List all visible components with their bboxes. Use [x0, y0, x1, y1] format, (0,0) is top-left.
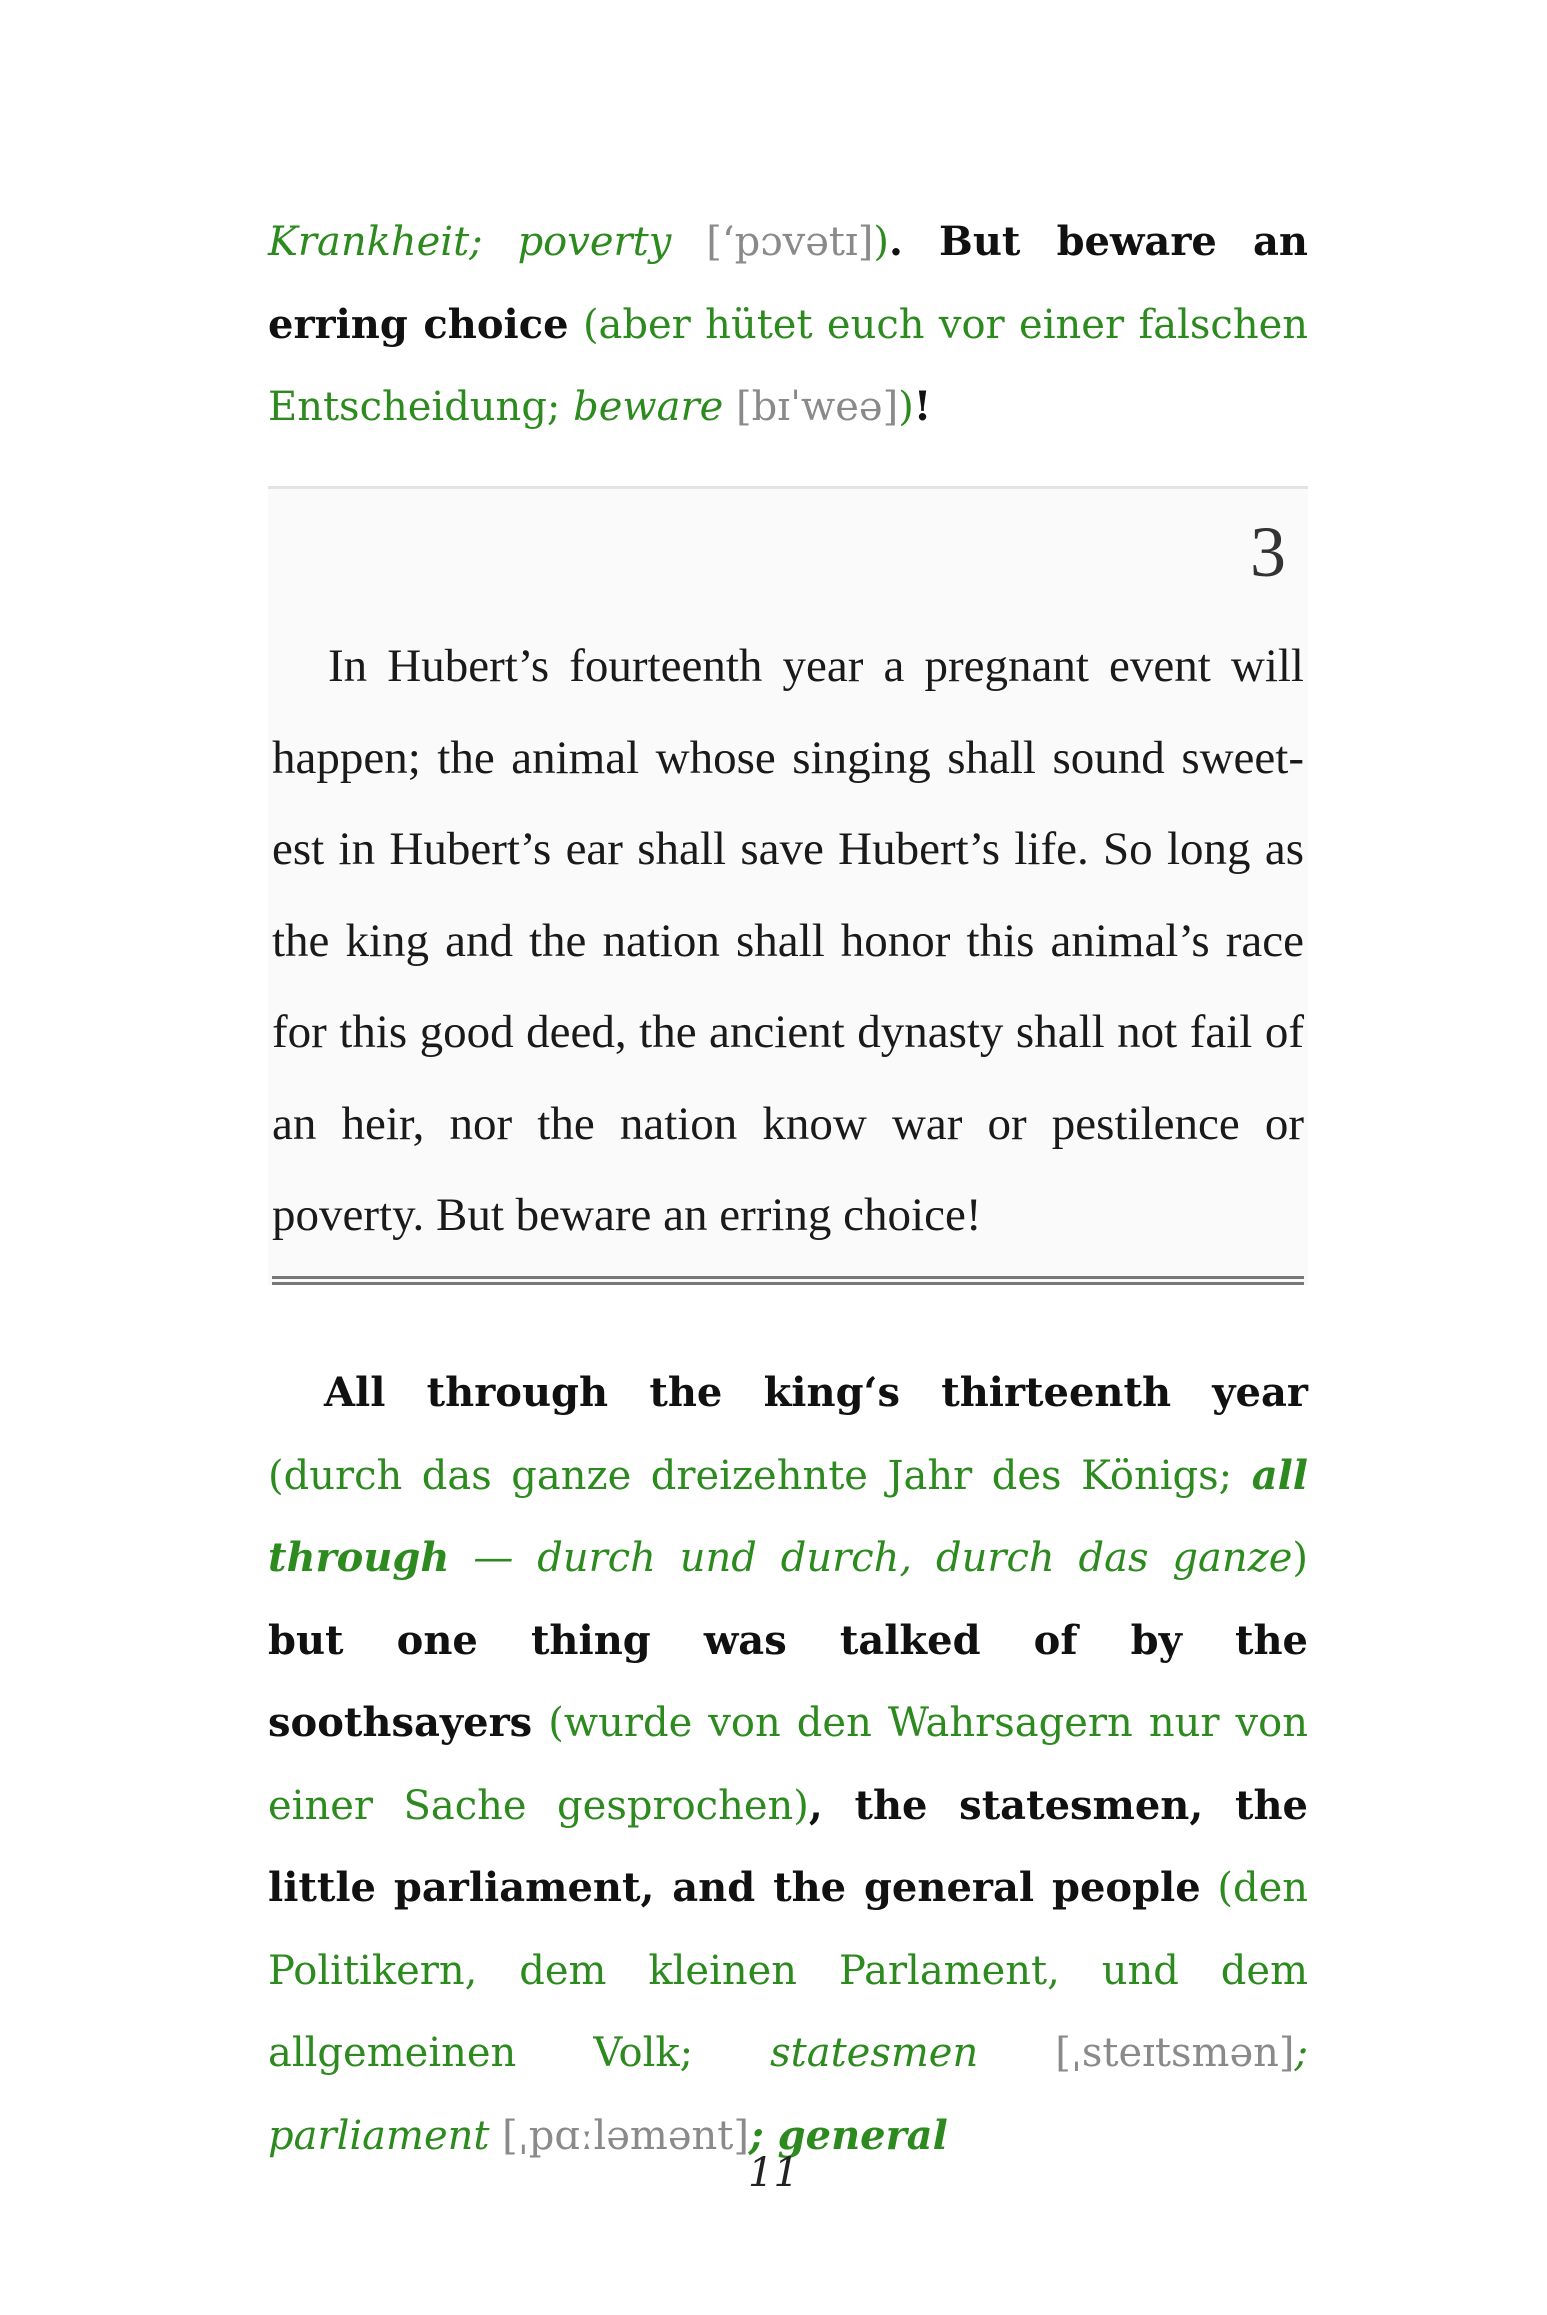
translation-text: ): [873, 219, 889, 265]
double-rule-divider: [272, 1276, 1304, 1285]
translation-text: beware: [573, 384, 724, 430]
original-text-box: [268, 486, 1308, 1285]
translation-text: ; parliament: [268, 2030, 1308, 2159]
top-paragraph: [268, 201, 1308, 449]
source-text: !: [913, 383, 932, 430]
page-number: 11: [748, 2150, 799, 2196]
translation-text: ): [898, 384, 914, 430]
original-text: In Hubert’s fourteenth year a pregnant event will happen; the animal whose singing shall sound sweetest in Hubert’s ear shall save Hubert’s life. So long as the king and the nation shall honor this animal’s race for this good deed, the ancient dynasty shall not fail of an heir, nor the nation know war or pestilence or poverty. But beware an erring choice!: [272, 640, 1304, 1241]
source-text: , the statesmen, the little parliament, and the general people: [268, 1781, 1309, 1911]
translation-text: (durch das ganze dreizehnte Jahr des Königs;: [268, 1452, 1252, 1499]
phonetic-text: [ˌsteɪtsmən]: [1055, 2030, 1295, 2076]
source-text: but one thing was talked of by the soothsayers: [268, 1616, 1308, 1746]
source-text: All through the king‘s thirteenth year: [324, 1369, 1308, 1416]
translation-text: (wurde von den Wahrsagern nur von einer Sache gesprochen): [268, 1700, 1308, 1829]
translation-text: ): [1292, 1535, 1308, 1581]
phonetic-text: [bɪˈweə]: [736, 384, 899, 430]
translation-text: (den Politikern, dem kleinen Parlament, und dem allgemeinen Volk;: [268, 1865, 1309, 2076]
translation-text: — durch und durch, durch das ganze: [449, 1535, 1293, 1581]
translation-text: all through: [268, 1451, 1308, 1581]
translation-text: ; general: [748, 2111, 948, 2159]
section-number: 3: [1250, 512, 1286, 592]
translation-text: (aber hütet euch vor einer falschen Entscheidung;: [268, 301, 1309, 430]
bottom-paragraph: [268, 1352, 1308, 2177]
translation-text: statesmen: [770, 2030, 979, 2076]
phonetic-text: [ˌpɑːləmənt]: [502, 2112, 749, 2159]
source-text: . But beware an erring choice: [268, 218, 1309, 348]
translation-text: Krankheit; poverty: [268, 219, 672, 265]
phonetic-text: [‘pɔvətɪ]: [706, 219, 874, 265]
